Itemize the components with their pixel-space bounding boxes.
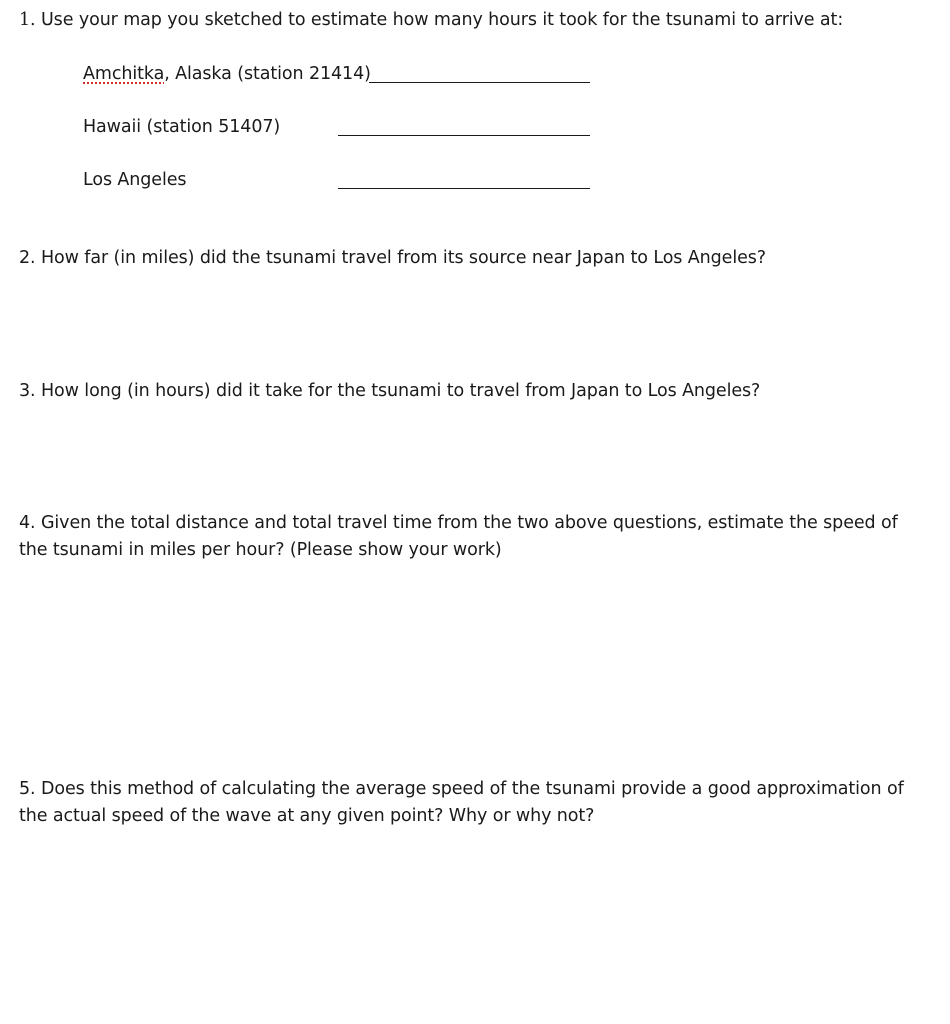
place-amchitka: Amchitka xyxy=(83,64,165,84)
answer-row-amchitka xyxy=(83,62,371,86)
amchitka-station-label: , Alaska (station 21414) xyxy=(164,64,371,84)
answer-blank-amchitka[interactable] xyxy=(369,82,590,83)
question-3: 3. How long (in hours) did it take for the tsunami to travel from Japan to Los Angeles? xyxy=(19,381,761,401)
answer-blank-hawaii[interactable] xyxy=(338,135,590,136)
question-2: 2. How far (in miles) did the tsunami travel from its source near Japan to Los Angeles? xyxy=(19,248,766,268)
question-4: 4. Given the total distance and total travel time from the two above questions, estimate the speed of the tsunami in miles per hour? (Please show your work) xyxy=(19,513,898,560)
answer-row-hawaii: Hawaii (station 51407) xyxy=(83,117,281,137)
answer-row-los-angeles: Los Angeles xyxy=(83,170,187,190)
answer-blank-los-angeles[interactable] xyxy=(338,188,590,189)
question-1-text: Use your map you sketched to estimate how many hours it took for the tsunami to arrive at: xyxy=(40,10,844,30)
question-1 xyxy=(19,7,919,34)
question-5: 5. Does this method of calculating the average speed of the tsunami provide a good approximation of the actual speed of the wave at any given point? Why or why not? xyxy=(19,779,904,826)
question-1-number: 1. xyxy=(19,10,36,30)
